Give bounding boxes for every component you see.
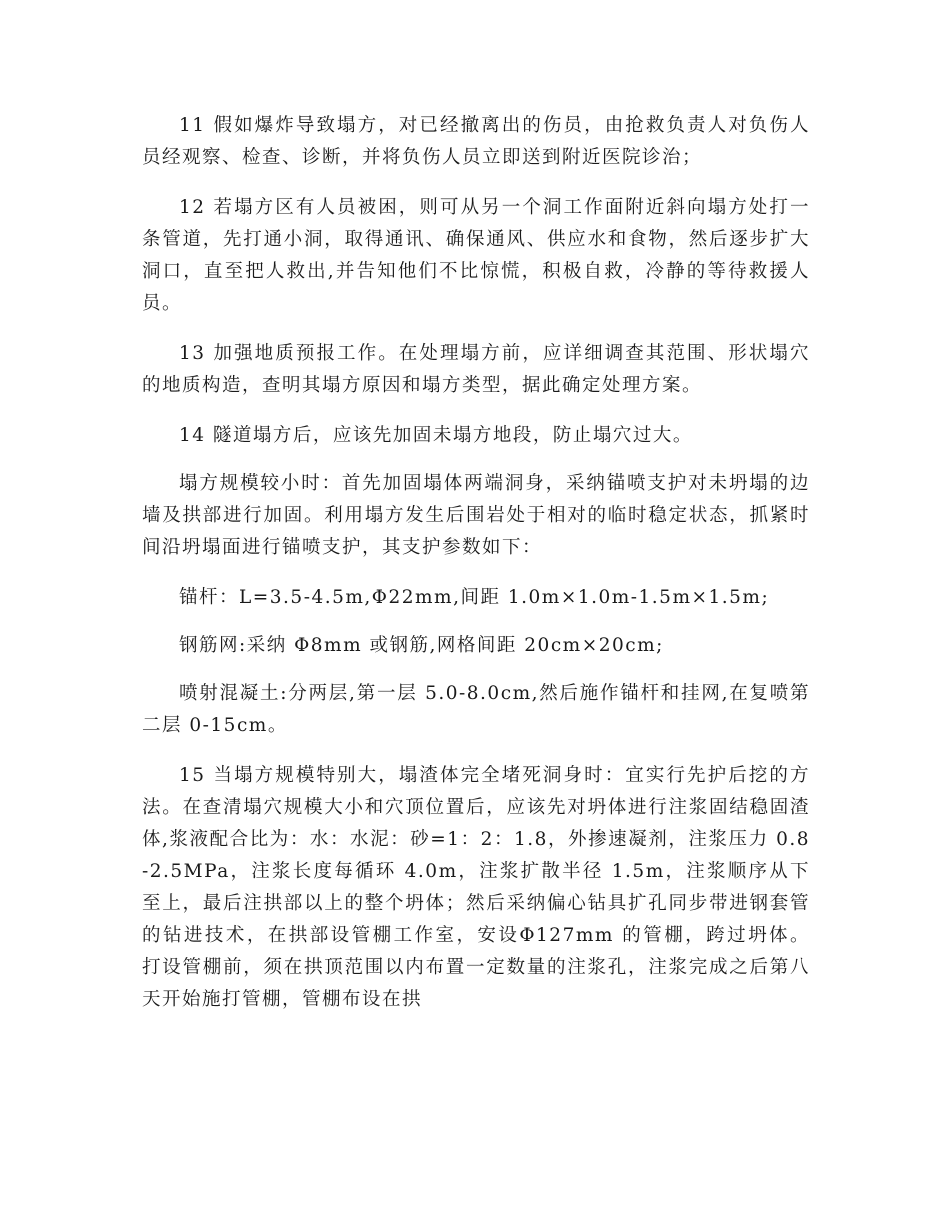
paragraph-steel-mesh: 钢筋网:采纳 Φ8mm 或钢筋,网格间距 20cm×20cm; <box>179 635 664 656</box>
paragraph-14: 14 隧道塌方后，应该先加固未塌方地段，防止塌穴过大。 <box>179 425 693 446</box>
paragraph-small-collapse: 塌方规模较小时：首先加固塌体两端洞身，采纳锚喷支护对未坍塌的边墙及拱部进行加固。利用塌方发生后围岩处于相对的临时稳定状态，抓紧时间沿坍塌面进行锚喷支护，其支护参数如下： <box>142 473 810 558</box>
paragraph-anchor-bolt: 锚杆：L=3.5-4.5m,Φ22mm,间距 1.0m×1.0m-1.5m×1.5m; <box>179 587 770 608</box>
paragraph-11: 11 假如爆炸导致塌方，对已经撤离出的伤员，由抢救负责人对负伤人员经观察、检查、诊断，并将负伤人员立即送到附近医院诊治； <box>142 115 810 168</box>
paragraph-15: 15 当塌方规模特别大，塌渣体完全堵死洞身时：宜实行先护后挖的方法。在查清塌穴规模大小和穴顶位置后，应该先对坍体进行注浆固结稳固渣体,浆液配合比为：水：水泥：砂=1：2：1.8，外掺速凝剂，注浆压力 0.8-2.5MPa，注浆长度每循环 4.0m，注浆扩散半径 1.5m，注浆顺序从下至上，最后注拱部以上的整个坍体；然后采纳偏心钻具扩孔同步带进钢套管的钻进技术，在拱部设管棚工作室，安设Φ127mm 的管棚，跨过坍体。 打设管棚前，须在拱顶范围以内布置一定数量的注浆孔，注浆完成之后第八天开始施打管棚，管棚布设在拱 <box>142 765 810 1010</box>
document-body <box>142 110 810 1034</box>
paragraph-12: 12 若塌方区有人员被困，则可从另一个洞工作面附近斜向塌方处打一条管道，先打通小洞，取得通讯、确保通风、供应水和食物，然后逐步扩大洞口，直至把人救出,并告知他们不比惊慌，积极自救，冷静的等待救援人员。 <box>142 197 810 314</box>
paragraph-13: 13 加强地质预报工作。在处理塌方前，应详细调查其范围、形状塌穴的地质构造，查明其塌方原因和塌方类型，据此确定处理方案。 <box>142 343 810 396</box>
paragraph-shotcrete: 喷射混凝土:分两层,第一层 5.0-8.0cm,然后施作锚杆和挂网,在复喷第二层 0-15cm。 <box>142 683 810 736</box>
